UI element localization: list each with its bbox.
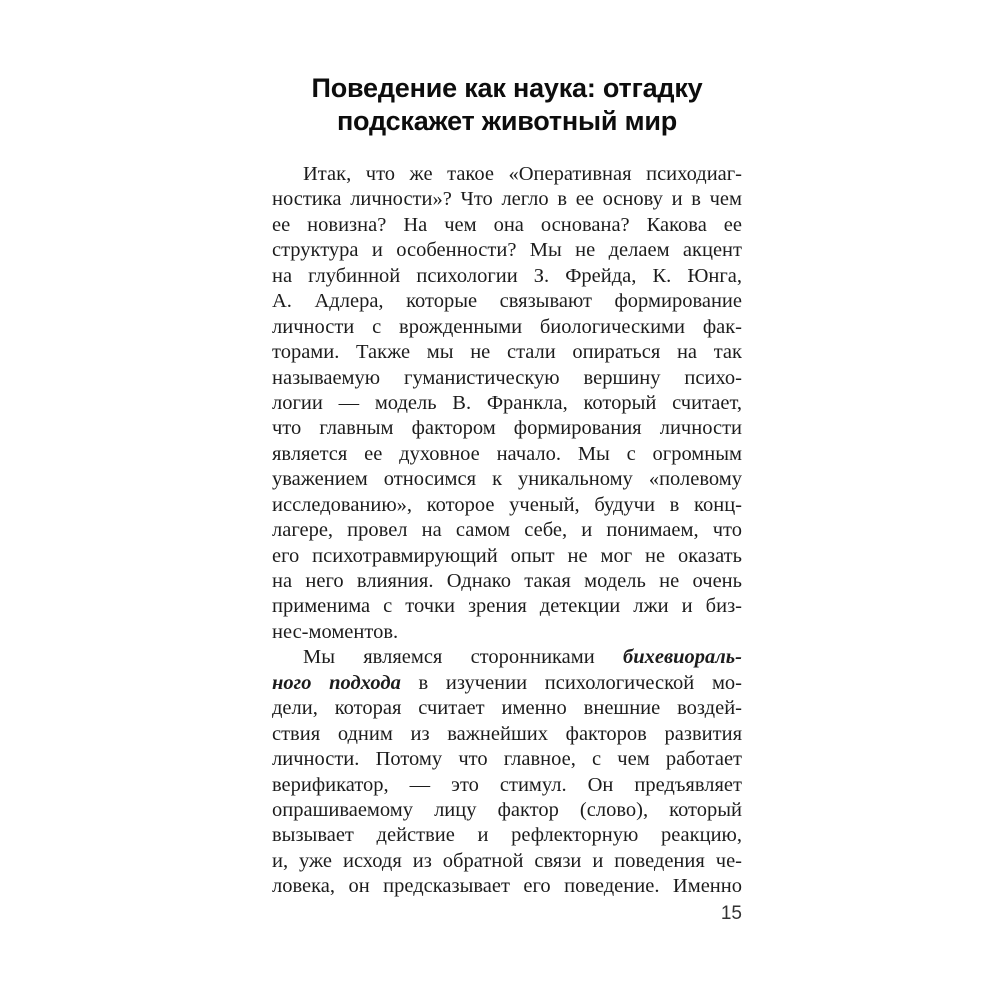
paragraph1-line: торами. Также мы не стали опираться на так xyxy=(272,341,742,364)
paragraph1-line: личности с врожденными биологическими фак- xyxy=(272,315,742,338)
paragraph2-text-run: в изучении психологической мо- xyxy=(400,671,742,694)
paragraph2-text-run: Мы являемся сторонниками xyxy=(303,646,623,669)
paragraph1-line: ностика личности»? Что легло в ее основу и в чем xyxy=(272,188,742,211)
text-column xyxy=(272,72,742,900)
paragraph1-line: применима с точки зрения детекции лжи и биз- xyxy=(272,595,742,618)
page-number: 15 xyxy=(720,903,742,924)
paragraph2-line: личности. Потому что главное, с чем работает xyxy=(272,748,742,771)
paragraph1-line: называемую гуманистическую вершину психо- xyxy=(272,366,742,389)
paragraph2-line xyxy=(272,671,742,696)
paragraph1-line: на него влияния. Однако такая модель не очень xyxy=(272,570,742,592)
paragraph1-line: нес-моментов. xyxy=(272,620,399,643)
paragraph2-line: ловека, он предсказывает его поведение. Именно xyxy=(272,875,742,898)
paragraph2-line: дели, которая считает именно внешние воздей- xyxy=(272,697,742,720)
paragraph1-line: что главным фактором формирования личности xyxy=(272,417,742,440)
paragraph1-line: уважением относимся к уникальному «полевому xyxy=(272,468,742,491)
paragraph1-line: исследованию», которое ученый, будучи в конц- xyxy=(272,493,742,516)
paragraph1-line: ее новизна? На чем она основана? Какова ее xyxy=(272,213,742,236)
paragraph1-line: является ее духовное начало. Мы с огромным xyxy=(272,442,742,465)
chapter-title xyxy=(272,72,742,138)
paragraph1-line: логии — модель В. Франкла, который считает, xyxy=(272,391,742,414)
paragraph2-line: опрашиваемому лицу фактор (слово), который xyxy=(272,798,742,821)
paragraph1-line: на глубинной психологии З. Фрейда, К. Юнга, xyxy=(272,264,742,287)
paragraph2-line: и, уже исходя из обратной связи и поведения че- xyxy=(272,849,742,872)
paragraph2-emphasis-run: ного подхода xyxy=(272,671,401,694)
paragraph2-line xyxy=(272,645,742,670)
chapter-title-line-2: подскажет животный мир xyxy=(336,106,678,136)
paragraph2-line: вызывает действие и рефлекторную реакцию, xyxy=(272,824,742,847)
paragraph1-line: структура и особенности? Мы не делаем акцент xyxy=(272,239,742,262)
paragraph2-line: ствия одним из важнейших факторов развития xyxy=(272,722,742,745)
paragraph1-line: его психотравмирующий опыт не мог не оказать xyxy=(272,544,742,567)
paragraph2-line: верификатор, — это стимул. Он предъявляет xyxy=(272,773,742,796)
paragraph1-line: лагере, провел на самом себе, и понимаем, что xyxy=(272,519,742,542)
paragraph1-line: Итак, что же такое «Оперативная психодиаг- xyxy=(303,163,742,185)
paragraph1-line: А. Адлера, которые связывают формирование xyxy=(272,290,742,313)
body-text xyxy=(272,162,742,900)
paragraph2-emphasis-run: бихевиораль- xyxy=(622,646,742,669)
chapter-title-line-1: Поведение как наука: отгадку xyxy=(311,73,703,103)
